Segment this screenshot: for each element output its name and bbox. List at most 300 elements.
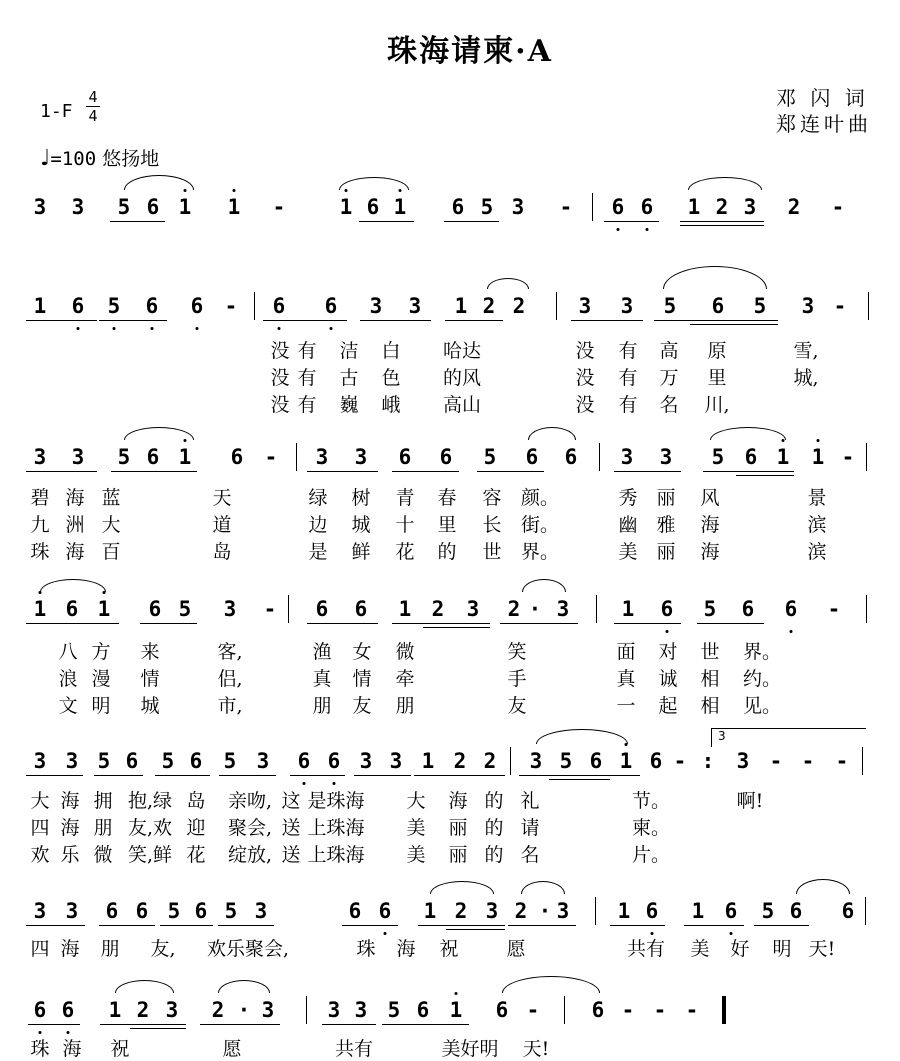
- lyric-syllable: 街。: [520, 514, 560, 536]
- jianpu-note: 6: [589, 749, 603, 773]
- key-signature: 1-F: [40, 101, 73, 122]
- octave-dot-above: [817, 439, 820, 442]
- lyric-syllable: 道: [212, 514, 232, 536]
- jianpu-note: 6: [125, 749, 139, 773]
- octave-dot-below: [790, 630, 793, 633]
- octave-dot-below: [666, 630, 669, 633]
- jianpu-note: 6: [591, 998, 605, 1022]
- jianpu-note: 3: [33, 445, 47, 469]
- barline: [306, 996, 307, 1024]
- underline-beat: [680, 221, 764, 222]
- underline-beat-double: [680, 225, 764, 226]
- underline-beat: [477, 471, 544, 472]
- jianpu-note: 6: [65, 597, 79, 621]
- barline: [868, 292, 869, 320]
- jianpu-note: 6: [841, 899, 855, 923]
- lyric-syllable: 树: [351, 487, 371, 509]
- jianpu-note: 6: [324, 294, 338, 318]
- jianpu-note: -: [673, 749, 687, 773]
- lyric-syllable: 青: [395, 487, 415, 509]
- jianpu-note: 3: [529, 749, 543, 773]
- jianpu-note: 3: [556, 899, 570, 923]
- lyric-syllable: 洲: [65, 514, 85, 536]
- lyric-syllable: 秀: [618, 487, 638, 509]
- lyric-syllable: 雪,: [793, 340, 819, 362]
- lyric-syllable: 丽: [448, 844, 468, 866]
- underline-beat: [94, 775, 143, 776]
- lyric-syllable: 大: [406, 790, 426, 812]
- lyric-syllable: 来: [140, 641, 160, 663]
- jianpu-note: 1: [33, 294, 47, 318]
- jianpu-note: -: [801, 749, 815, 773]
- jianpu-note: 1: [691, 899, 705, 923]
- jianpu-note: 2: [512, 294, 526, 318]
- lyric-syllable: 节。: [631, 790, 671, 812]
- jianpu-note: 5: [223, 749, 237, 773]
- lyric-syllable: 里: [437, 514, 457, 536]
- lyric-syllable: 情: [352, 668, 372, 690]
- lyric-syllable: 面: [616, 641, 636, 663]
- jianpu-note: 3: [65, 899, 79, 923]
- lyric-syllable: 花: [186, 844, 206, 866]
- octave-dot-above: [233, 189, 236, 192]
- slur-mark: [124, 427, 194, 440]
- jianpu-note: 6: [189, 749, 203, 773]
- lyric-syllable: 天!: [808, 938, 836, 960]
- jianpu-note: 6: [297, 749, 311, 773]
- lyric-syllable: 雅: [656, 514, 676, 536]
- lyric-syllable: 海: [60, 938, 80, 960]
- lyric-syllable: 海: [62, 1038, 82, 1060]
- lyric-syllable: 笑: [507, 641, 527, 663]
- lyric-syllable: 名: [520, 844, 540, 866]
- jianpu-note: 5: [559, 749, 573, 773]
- jianpu-note: 3: [359, 749, 373, 773]
- lyric-syllable: 海: [700, 541, 720, 563]
- octave-dot-below: [384, 932, 387, 935]
- jianpu-note: 5: [480, 195, 494, 219]
- slur-mark: [710, 427, 786, 440]
- jianpu-note: 3: [65, 749, 79, 773]
- lyricist-credit: 邓 闪 词: [776, 86, 869, 110]
- jianpu-note: 3: [659, 445, 673, 469]
- lyric-syllable: 真: [312, 668, 332, 690]
- lyric-syllable: 起: [658, 695, 678, 717]
- jianpu-note: 3: [261, 998, 275, 1022]
- lyric-syllable: 漫: [91, 668, 111, 690]
- slur-mark: [40, 579, 106, 592]
- lyric-syllable: 边: [308, 514, 328, 536]
- underline-beat: [219, 775, 276, 776]
- jianpu-note: -: [833, 294, 847, 318]
- lyric-syllable: 名: [659, 394, 679, 416]
- lyric-syllable: 啊!: [736, 790, 764, 812]
- jianpu-note: 6: [33, 998, 47, 1022]
- lyric-syllable: 有: [618, 394, 638, 416]
- underline-beat: [382, 1024, 469, 1025]
- slur-mark: [663, 266, 767, 289]
- jianpu-note: 1: [619, 749, 633, 773]
- lyric-syllable: 海: [448, 790, 468, 812]
- lyric-syllable: 有: [297, 394, 317, 416]
- underline-beat: [604, 221, 659, 222]
- slur-mark: [521, 881, 565, 894]
- slur-mark: [487, 278, 529, 289]
- jianpu-note: 3: [315, 445, 329, 469]
- jianpu-note: 6: [348, 899, 362, 923]
- underline-beat: [392, 623, 490, 624]
- jianpu-note: 1: [178, 445, 192, 469]
- jianpu-note: 3: [354, 445, 368, 469]
- lyric-syllable: 天: [212, 487, 232, 509]
- jianpu-note: 6: [148, 597, 162, 621]
- lyric-syllable: 方: [91, 641, 111, 663]
- lyric-syllable: 岛: [186, 790, 206, 812]
- lyric-syllable: 幽: [618, 514, 638, 536]
- lyric-syllable: 碧: [30, 487, 50, 509]
- jianpu-note: 6: [327, 749, 341, 773]
- underline-beat: [418, 925, 505, 926]
- lyric-syllable: 四: [30, 938, 50, 960]
- jianpu-note: 3: [389, 749, 403, 773]
- barline: [564, 996, 565, 1024]
- octave-dot-below: [330, 327, 333, 330]
- underline-beat: [99, 320, 167, 321]
- lyric-syllable: 绿: [308, 487, 328, 509]
- jianpu-note: 6: [744, 445, 758, 469]
- lyric-syllable: 友,欢: [127, 817, 173, 839]
- octave-dot-below: [196, 327, 199, 330]
- lyric-syllable: 朋: [93, 817, 113, 839]
- jianpu-note: 1: [227, 195, 241, 219]
- slur-mark: [528, 427, 576, 440]
- jianpu-note: 5: [703, 597, 717, 621]
- jianpu-note: 3: [578, 294, 592, 318]
- jianpu-note: 3: [71, 195, 85, 219]
- jianpu-note: -: [835, 749, 849, 773]
- lyric-syllable: 风: [700, 487, 720, 509]
- octave-dot-below: [151, 327, 154, 330]
- jianpu-note: 6: [194, 899, 208, 923]
- lyric-syllable: 上珠海: [307, 817, 365, 839]
- jianpu-note: 1: [687, 195, 701, 219]
- lyric-syllable: 片。: [631, 844, 671, 866]
- jianpu-note: 6: [495, 998, 509, 1022]
- jianpu-note: 3: [33, 749, 47, 773]
- lyric-syllable: 迎: [186, 817, 206, 839]
- slur-mark: [522, 579, 566, 592]
- lyric-syllable: 美: [406, 844, 426, 866]
- underline-beat: [26, 320, 97, 321]
- barline: [296, 443, 297, 471]
- lyric-syllable: 大: [101, 514, 121, 536]
- lyric-syllable: 古: [339, 367, 359, 389]
- jianpu-note: 3: [801, 294, 815, 318]
- jianpu-note: 1: [776, 445, 790, 469]
- barline: [866, 443, 867, 471]
- lyric-syllable: 对: [658, 641, 678, 663]
- lyric-syllable: 世: [482, 541, 502, 563]
- lyric-syllable: 没: [575, 394, 595, 416]
- slur-mark: [218, 980, 270, 993]
- lyric-syllable: 朋: [395, 695, 415, 717]
- jianpu-note: 3: [327, 998, 341, 1022]
- jianpu-note: 5: [387, 998, 401, 1022]
- underline-beat-double: [446, 929, 505, 930]
- lyric-syllable: 有: [618, 367, 638, 389]
- lyric-syllable: 城,: [793, 367, 819, 389]
- jianpu-note: 6: [660, 597, 674, 621]
- lyric-syllable: 原: [707, 340, 727, 362]
- volta-bracket: [711, 728, 866, 747]
- jianpu-note: 2: [507, 597, 521, 621]
- lyric-syllable: 绽放,: [227, 844, 273, 866]
- jianpu-note: 6: [451, 195, 465, 219]
- time-signature: [86, 88, 100, 125]
- lyric-syllable: 滨: [807, 514, 827, 536]
- underline-beat-double: [130, 1028, 186, 1029]
- lyric-syllable: 有: [297, 367, 317, 389]
- lyric-syllable: 朋: [312, 695, 332, 717]
- lyric-syllable: 城: [351, 514, 371, 536]
- lyric-syllable: 没: [270, 367, 290, 389]
- jianpu-note: 6: [439, 445, 453, 469]
- lyric-syllable: 长: [482, 514, 502, 536]
- lyric-syllable: 哈达: [442, 340, 482, 362]
- jianpu-note: 5: [178, 597, 192, 621]
- underline-beat: [703, 471, 794, 472]
- underline-beat: [444, 221, 499, 222]
- underline-beat: [140, 623, 197, 624]
- lyric-syllable: 上珠海: [307, 844, 365, 866]
- underline-beat: [359, 221, 414, 222]
- jianpu-note: 1: [454, 294, 468, 318]
- underline-beat: [99, 925, 155, 926]
- jianpu-note: 1: [421, 749, 435, 773]
- lyric-syllable: 客,: [217, 641, 243, 663]
- lyric-syllable: 柬。: [631, 817, 671, 839]
- barline: [510, 747, 511, 775]
- jianpu-note: 6: [190, 294, 204, 318]
- jianpu-note: ·: [237, 998, 251, 1022]
- lyric-syllable: 峨: [381, 394, 401, 416]
- lyric-syllable: 四: [30, 817, 50, 839]
- lyric-syllable: 万: [659, 367, 679, 389]
- barline: [592, 193, 593, 221]
- octave-dot-below: [646, 228, 649, 231]
- barline: [254, 292, 255, 320]
- jianpu-note: 3: [254, 899, 268, 923]
- jianpu-note: 3: [165, 998, 179, 1022]
- tempo-marking: [40, 144, 159, 171]
- lyric-syllable: 滨: [807, 541, 827, 563]
- jianpu-note: 5: [167, 899, 181, 923]
- underline-beat: [571, 320, 643, 321]
- jianpu-note: -: [685, 998, 699, 1022]
- lyric-syllable: 文: [58, 695, 78, 717]
- lyric-syllable: 祝: [439, 938, 459, 960]
- underline-beat: [26, 623, 119, 624]
- jianpu-note: 3: [743, 195, 757, 219]
- underline-beat: [610, 925, 665, 926]
- lyric-syllable: 花: [395, 541, 415, 563]
- underline-beat: [500, 623, 578, 624]
- jianpu-note: 1: [393, 195, 407, 219]
- jianpu-note: 6: [741, 597, 755, 621]
- composer-credit: 郑连叶曲: [776, 112, 872, 136]
- underline-beat: [111, 471, 197, 472]
- lyric-syllable: 高山: [442, 394, 482, 416]
- lyric-syllable: 八: [58, 641, 78, 663]
- jianpu-note: 5: [663, 294, 677, 318]
- jianpu-note: 3: [556, 597, 570, 621]
- jianpu-note: 6: [649, 749, 663, 773]
- jianpu-note: 1: [449, 998, 463, 1022]
- lyric-syllable: 渔: [312, 641, 332, 663]
- jianpu-note: 3: [33, 899, 47, 923]
- lyric-syllable: 市,: [217, 695, 243, 717]
- lyric-syllable: 好: [730, 938, 750, 960]
- jianpu-note: :: [701, 749, 715, 773]
- jianpu-note: 5: [753, 294, 767, 318]
- octave-dot-below: [113, 327, 116, 330]
- jianpu-note: -: [272, 195, 286, 219]
- jianpu-note: -: [653, 998, 667, 1022]
- lyric-syllable: 丽: [656, 541, 676, 563]
- underline-beat: [155, 775, 210, 776]
- octave-dot-below: [77, 327, 80, 330]
- jianpu-note: 2: [136, 998, 150, 1022]
- underline-beat: [614, 471, 681, 472]
- octave-dot-below: [278, 327, 281, 330]
- jianpu-note: 6: [61, 998, 75, 1022]
- lyric-syllable: 珠: [30, 1038, 50, 1060]
- jianpu-note: 3: [620, 445, 634, 469]
- underline-beat: [754, 925, 809, 926]
- lyric-syllable: 海: [396, 938, 416, 960]
- jianpu-note: 6: [105, 899, 119, 923]
- expression-marking: 悠扬地: [102, 148, 160, 170]
- lyric-syllable: 礼: [520, 790, 540, 812]
- underline-beat: [342, 925, 398, 926]
- jianpu-note: -: [264, 445, 278, 469]
- lyric-syllable: 抱,绿: [127, 790, 173, 812]
- jianpu-note: 2: [211, 998, 225, 1022]
- lyric-syllable: 美: [690, 938, 710, 960]
- jianpu-note: 2: [514, 899, 528, 923]
- underline-beat: [160, 925, 213, 926]
- slur-mark: [536, 729, 628, 744]
- jianpu-note: 6: [315, 597, 329, 621]
- lyric-syllable: 高: [659, 340, 679, 362]
- lyric-syllable: 朋: [100, 938, 120, 960]
- lyric-syllable: 相: [700, 695, 720, 717]
- octave-dot-below: [303, 782, 306, 785]
- lyric-syllable: 美: [618, 541, 638, 563]
- lyric-syllable: 鲜: [351, 541, 371, 563]
- jianpu-note: 3: [620, 294, 634, 318]
- lyric-syllable: 友: [507, 695, 527, 717]
- jianpu-note: -: [263, 597, 277, 621]
- lyric-syllable: 的: [484, 844, 504, 866]
- lyric-syllable: 相: [700, 668, 720, 690]
- tempo-value: =100: [50, 148, 97, 170]
- lyric-syllable: 明: [772, 938, 792, 960]
- jianpu-note: 5: [107, 294, 121, 318]
- lyric-syllable: 亲吻,: [227, 790, 273, 812]
- octave-dot-below: [617, 228, 620, 231]
- lyric-syllable: 这: [281, 790, 301, 812]
- lyric-syllable: 笑,鲜: [127, 844, 173, 866]
- jianpu-note: 6: [146, 195, 160, 219]
- lyric-syllable: 愿: [506, 938, 526, 960]
- underline-beat: [307, 471, 378, 472]
- underline-beat: [684, 925, 744, 926]
- jianpu-note: 6: [366, 195, 380, 219]
- barline: [599, 443, 600, 471]
- lyric-syllable: 有: [297, 340, 317, 362]
- jianpu-note: 3: [33, 195, 47, 219]
- jianpu-note: 6: [645, 899, 659, 923]
- lyric-syllable: 侣,: [217, 668, 243, 690]
- lyric-syllable: 的: [437, 541, 457, 563]
- jianpu-note: 1: [621, 597, 635, 621]
- lyric-syllable: 是: [308, 541, 328, 563]
- lyric-syllable: 情: [140, 668, 160, 690]
- lyric-syllable: 微: [395, 641, 415, 663]
- jianpu-note: -: [827, 597, 841, 621]
- lyric-syllable: 浪: [58, 668, 78, 690]
- lyric-syllable: 春: [437, 487, 457, 509]
- lyric-syllable: 牵: [395, 668, 415, 690]
- barline: [556, 292, 557, 320]
- jianpu-note: 1: [423, 899, 437, 923]
- jianpu-note: 2: [453, 749, 467, 773]
- lyric-syllable: 蓝: [101, 487, 121, 509]
- jianpu-note: 6: [230, 445, 244, 469]
- jianpu-note: 6: [564, 445, 578, 469]
- jianpu-note: 6: [724, 899, 738, 923]
- underline-beat: [218, 925, 274, 926]
- jianpu-note: 6: [525, 445, 539, 469]
- jianpu-note: -: [224, 294, 238, 318]
- octave-dot-above: [455, 992, 458, 995]
- lyric-syllable: 白: [381, 340, 401, 362]
- jianpu-note: 1: [178, 195, 192, 219]
- lyric-syllable: 洁: [339, 340, 359, 362]
- jianpu-note: -: [831, 195, 845, 219]
- underline-beat: [392, 471, 459, 472]
- jianpu-note: 5: [483, 445, 497, 469]
- jianpu-note: 6: [354, 597, 368, 621]
- slur-mark: [115, 980, 174, 993]
- jianpu-note: 3: [256, 749, 270, 773]
- lyric-syllable: 是珠海: [307, 790, 365, 812]
- jianpu-note: 5: [161, 749, 175, 773]
- jianpu-note: 1: [398, 597, 412, 621]
- lyric-syllable: 共有: [334, 1038, 374, 1060]
- jianpu-note: 2: [483, 749, 497, 773]
- lyric-syllable: 乐: [60, 844, 80, 866]
- jianpu-note: -: [769, 749, 783, 773]
- jianpu-note: 3: [223, 597, 237, 621]
- lyric-syllable: 色: [381, 367, 401, 389]
- jianpu-note: 5: [117, 195, 131, 219]
- jianpu-note: 2: [454, 899, 468, 923]
- jianpu-note: 2: [482, 294, 496, 318]
- underline-beat: [307, 623, 378, 624]
- lyric-syllable: 海: [65, 487, 85, 509]
